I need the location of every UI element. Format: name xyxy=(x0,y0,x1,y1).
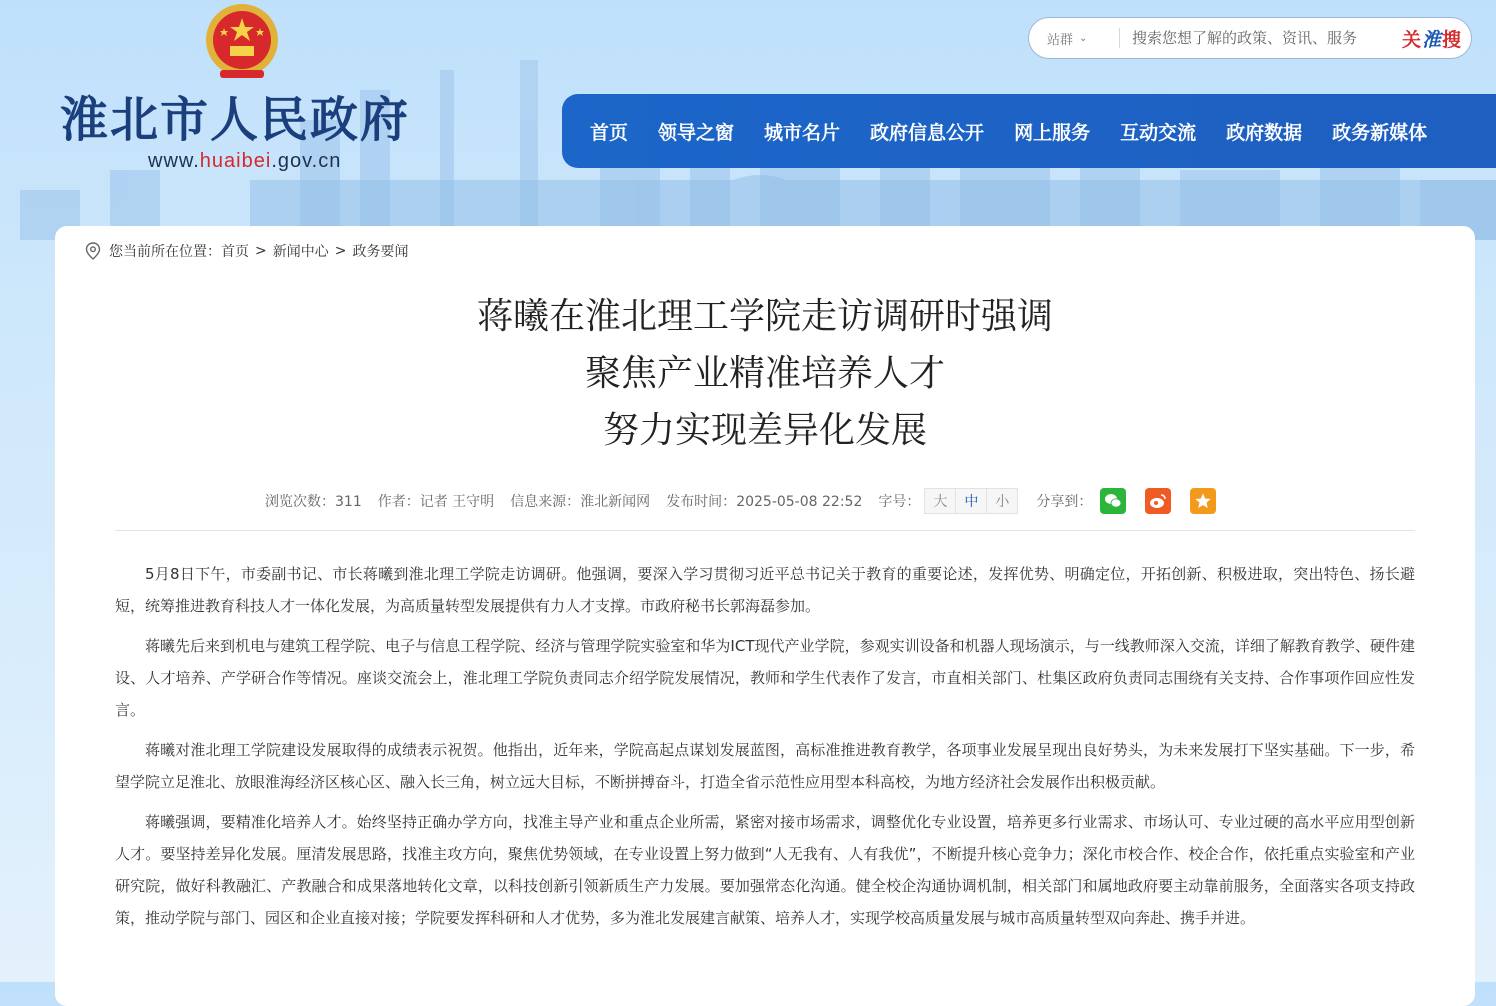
meta-divider xyxy=(115,530,1415,531)
article-paragraph: 蒋曦先后来到机电与建筑工程学院、电子与信息工程学院、经济与管理学院实验室和华为ICT现代产业学院，参观实训设备和机器人现场演示，与一线教师深入交流，详细了解教育教学、硬件建设、人才培养、产学研合作等情况。座谈交流会上，淮北理工学院负责同志介绍学院发展情况，教师和学生代表作了发言，市直相关部门、杜集区政府负责同志围绕有关支持、合作事项作回应性发言。 xyxy=(115,637,1415,719)
breadcrumb-home[interactable]: 首页 xyxy=(221,244,249,260)
search-brand-1: 关 xyxy=(1402,28,1423,51)
breadcrumb-separator: > xyxy=(334,243,347,259)
search-scope-select[interactable] xyxy=(1029,29,1107,48)
nav-new-media[interactable]: 政务新媒体 xyxy=(1332,121,1428,144)
article-paragraph: 5月8日下午，市委副书记、市长蒋曦到淮北理工学院走访调研。他强调，要深入学习贯彻习近平总书记关于教育的重要论述，发挥优势、明确定位，开拓创新、积极进取，突出特色、扬长避短，统筹推进教育科技人才一体化发展，为高质量转型发展提供有力人才支撑。市政府秘书长郭海磊参加。 xyxy=(115,565,1415,615)
meta-time xyxy=(666,491,862,511)
weibo-icon[interactable] xyxy=(1145,488,1171,514)
nav-city-card[interactable]: 城市名片 xyxy=(764,121,841,144)
site-url-prefix: www. xyxy=(148,150,200,172)
breadcrumb-prefix: 您当前所在位置： xyxy=(109,244,221,260)
article-paragraph: 蒋曦强调，要精准化培养人才。始终坚持正确办学方向，找准主导产业和重点企业所需，紧密对接市场需求，调整优化专业设置，培养更多行业需求、市场认可、专业过硬的高水平应用型创新人才。要坚持差异化发展。厘清发展思路，找准主攻方向，聚焦优势领域，在专业设置上努力做到“人无我有、人有我优”，不断提升核心竞争力；深化市校合作、校企合作，依托重点实验室和产业研究院，做好科教融汇、产教融合和成果落地转化文章，以科技创新引领新质生产力发展。要加强常态化沟通。健全校企沟通协调机制，相关部门和属地政府要主动靠前服务，全面落实各项支持政策，推动学院与部门、园区和企业直接对接；学院要发挥科研和人才优势，多为淮北发展建言献策、培养人才，实现学校高质量发展与城市高质量转型双向奔赴、携手并进。 xyxy=(115,813,1415,927)
search-button[interactable] xyxy=(1402,25,1462,52)
site-url xyxy=(148,150,341,173)
meta-views-value: 311 xyxy=(335,494,362,510)
wechat-icon[interactable] xyxy=(1100,488,1126,514)
favorite-star-icon[interactable] xyxy=(1190,488,1216,514)
meta-views xyxy=(265,491,362,511)
site-url-suffix: .gov.cn xyxy=(271,150,342,172)
search-input[interactable] xyxy=(1130,28,1384,48)
national-emblem xyxy=(200,0,284,84)
fontsize-switch xyxy=(924,488,1018,514)
nav-gov-info[interactable]: 政府信息公开 xyxy=(870,121,985,144)
article-title xyxy=(55,288,1475,459)
share-label: 分享到： xyxy=(1036,494,1093,510)
meta-fontsize-label: 字号： xyxy=(878,494,921,510)
search-divider xyxy=(1119,28,1120,48)
nav-leaders[interactable]: 领导之窗 xyxy=(658,121,735,144)
article-body xyxy=(115,558,1415,942)
fontsize-large-button[interactable]: 大 xyxy=(925,489,956,513)
breadcrumb-news-center[interactable]: 新闻中心 xyxy=(272,244,329,260)
meta-views-label: 浏览次数： xyxy=(265,494,335,510)
fontsize-medium-button[interactable]: 中 xyxy=(956,489,987,513)
meta-time-value: 2025-05-08 22:52 xyxy=(736,494,863,510)
article-title-line-3: 努力实现差异化发展 xyxy=(602,410,927,451)
fontsize-small-button[interactable]: 小 xyxy=(987,489,1017,513)
meta-source-value: 淮北新闻网 xyxy=(580,494,651,510)
site-name: 淮北市人民政府 xyxy=(60,92,411,148)
meta-time-label: 发布时间： xyxy=(666,494,737,510)
location-pin-icon xyxy=(85,242,101,260)
meta-author-label: 作者： xyxy=(377,494,420,510)
article-meta xyxy=(265,486,1227,516)
nav-online-service[interactable]: 网上服务 xyxy=(1014,121,1091,144)
search-scope-label: 站群 xyxy=(1047,32,1074,48)
nav-gov-data[interactable]: 政府数据 xyxy=(1226,121,1303,144)
meta-author-value: 记者 王守明 xyxy=(419,494,495,510)
breadcrumb-separator: > xyxy=(255,243,267,259)
meta-source xyxy=(510,491,650,511)
meta-source-label: 信息来源： xyxy=(510,494,581,510)
search-brand-3: 搜 xyxy=(1442,28,1463,51)
site-url-highlight: huaibei xyxy=(199,150,272,172)
meta-author xyxy=(378,491,494,511)
article-paragraph: 蒋曦对淮北理工学院建设发展取得的成绩表示祝贺。他指出，近年来，学院高起点谋划发展蓝图，高标准推进教育教学，各项事业发展呈现出良好势头，为未来发展打下坚实基础。下一步，希望学院立足淮北、放眼淮海经济区核心区、融入长三角，树立远大目标，不断拼搏奋斗，打造全省示范性应用型本科高校，为地方经济社会发展作出积极贡献。 xyxy=(115,741,1415,791)
nav-interaction[interactable]: 互动交流 xyxy=(1120,121,1197,144)
breadcrumb xyxy=(85,241,408,261)
search-box xyxy=(1028,17,1472,59)
article-card xyxy=(55,226,1475,1006)
main-nav xyxy=(562,94,1496,168)
breadcrumb-gov-news[interactable]: 政务要闻 xyxy=(352,244,409,260)
article-title-line-2: 聚焦产业精准培养人才 xyxy=(584,353,945,394)
chevron-down-icon: ⌄ xyxy=(1079,32,1088,44)
article-title-line-1: 蒋曦在淮北理工学院走访调研时强调 xyxy=(476,296,1053,337)
search-brand-2: 淮 xyxy=(1422,28,1443,51)
nav-home[interactable]: 首页 xyxy=(590,121,629,144)
